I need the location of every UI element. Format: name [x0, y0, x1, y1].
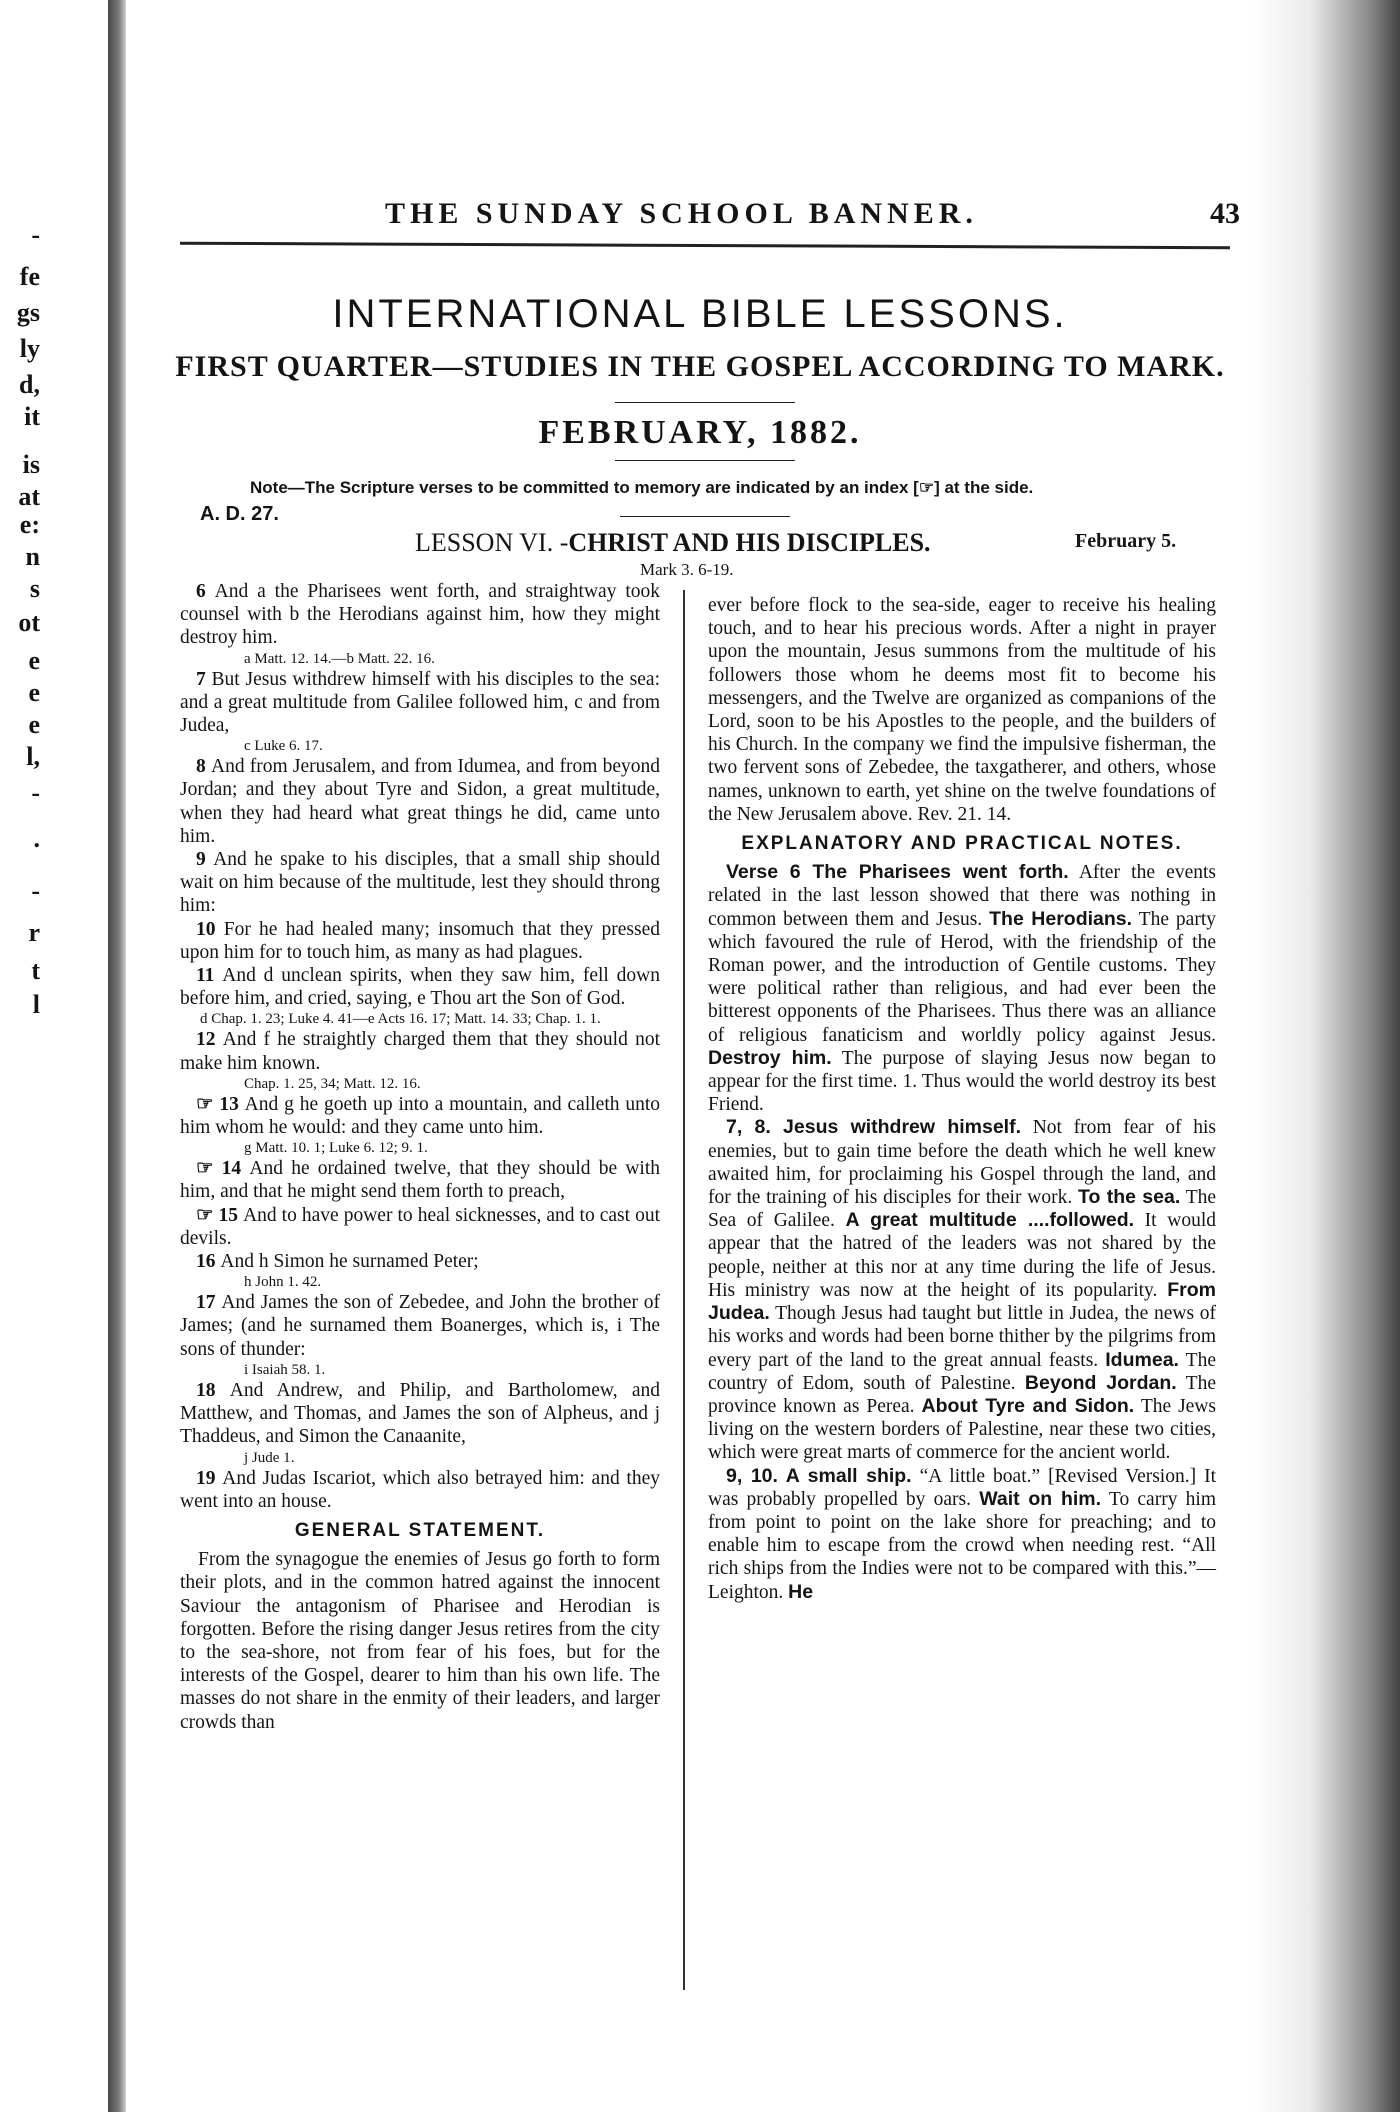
right-column: [708, 594, 1216, 1604]
verse-text: And from Jerusalem, and from Idumea, and from beyond Jordan; and they about Tyre and Sidon, a great multitude, when they had heard what great things he did, came unto him.: [180, 756, 660, 847]
scripture-verses: [180, 580, 660, 1513]
verse: [180, 1291, 660, 1361]
verse: [180, 1250, 660, 1273]
edge-fragment: .: [33, 824, 40, 853]
verse: [180, 1157, 660, 1203]
verse-number: 16: [196, 1251, 221, 1273]
note-term: The Pharisees went forth.: [812, 861, 1069, 884]
verse-number: 11: [196, 965, 223, 987]
verse: [180, 964, 660, 1010]
left-column: [180, 580, 660, 1734]
edge-fragment: is: [22, 450, 40, 479]
verse-text: And a the Pharisees went forth, and straightway took counsel with b the Herodians against him, how they might destroy him.: [180, 581, 661, 649]
verse-footnote: d Chap. 1. 23; Luke 4. 41—e Acts 16. 17; Matt. 14. 33; Chap. 1. 1.: [200, 1011, 601, 1028]
verse-text: And James the son of Zebedee, and John the brother of James; (and he surnamed them Boanerges, which is, i The sons of thunder:: [180, 1292, 661, 1360]
verse-footnote: i Isaiah 58. 1.: [244, 1361, 326, 1378]
lesson-title: [415, 528, 931, 558]
note-term: Jesus withdrew himself.: [783, 1116, 1022, 1139]
note-term: The Herodians.: [989, 907, 1133, 930]
note-text: The Sea of Galilee.: [708, 1187, 1217, 1232]
edge-fragment: e: [28, 710, 40, 739]
verse-footnote: a Matt. 12. 14.—b Matt. 22. 16.: [244, 650, 435, 667]
lesson-label: LESSON VI. -: [415, 528, 569, 557]
title-rule: [615, 402, 795, 403]
note-text: The country of Edom, south of Palestine.: [708, 1349, 1216, 1394]
explanatory-notes: [708, 861, 1216, 1604]
general-statement-text: From the synagogue the enemies of Jesus go forth to form their plots, and in the common hatred against the innocent Saviour the antagonism of Pharisee and Herodian is forgotten. Before the rising danger Jesus retires from the city to the sea-shore, not from fear of his foes, but for the interests of the Gospel, dearer to him than his own life. The masses do not share in the enmity of their leaders, and larger crowds than: [180, 1549, 660, 1733]
verse-number: 9: [196, 849, 214, 871]
lesson-date: February 5.: [1075, 530, 1177, 552]
note-verse-ref: Verse 6: [726, 861, 813, 884]
edge-fragment: l: [32, 990, 40, 1019]
verse: [180, 668, 660, 738]
verse-number: 12: [196, 1029, 223, 1051]
verse: [180, 1379, 660, 1449]
scripture-reference: Mark 3. 6-19.: [640, 560, 734, 579]
edge-fragment: l,: [26, 742, 40, 771]
month-heading: FEBRUARY, 1882.: [538, 414, 862, 451]
verse-text: And Judas Iscariot, which also betrayed him: and they went into an house.: [180, 1467, 661, 1512]
note-term: A small ship.: [785, 1464, 912, 1487]
note-term: Beyond Jordan.: [1024, 1371, 1177, 1394]
note-paragraph: [708, 861, 1216, 1116]
note-text: It would appear that the hatred of the leaders was not shared by the people, neither at this nor at any time during the life of Jesus. His ministry was now at the height of its popularity.: [708, 1210, 1216, 1301]
verse-number: 6: [196, 581, 215, 602]
verse-number: ☞ 15: [196, 1204, 244, 1226]
edge-fragment: it: [24, 402, 40, 431]
verse-number: ☞ 14: [196, 1158, 250, 1180]
note-term: About Tyre and Sidon.: [921, 1394, 1135, 1417]
month-rule: [615, 460, 795, 461]
edge-fragment: ly: [19, 334, 40, 363]
edge-fragment: ot: [18, 608, 40, 637]
verse-text: And h Simon he surnamed Peter;: [220, 1251, 479, 1273]
memory-note: Note—The Scripture verses to be committed to memory are indicated by an index [☞] at the side.: [250, 478, 1034, 497]
verse-number: 7: [196, 668, 212, 690]
note-text: The party which favoured the rule of Herod, with the friendship of the Roman power, and the introduction of Gentile customs. They were political rather than religious, and had ever been the bitterest opponents of the Pharisees. Thus there was an alliance of religious fanaticism and worldly policy against Jesus.: [708, 908, 1216, 1046]
note-term: Destroy him.: [708, 1046, 832, 1069]
notes-heading: EXPLANATORY AND PRACTICAL NOTES.: [741, 833, 1183, 855]
verse-text: For he had healed many; insomuch that they pressed upon him for to touch him, as many as had plagues.: [180, 918, 660, 963]
note-text: Though Jesus had taught but little in Judea, the news of his works and words had been borne thither by the pilgrims from every part of the land to the great annual feasts.: [708, 1303, 1216, 1371]
verse: [180, 1467, 660, 1513]
verse: [180, 918, 660, 964]
note-text: “A little boat.” [Revised Version.] It was probably propelled by oars.: [708, 1465, 1217, 1510]
edge-fragment: e:: [19, 510, 40, 539]
verse-text: But Jesus withdrew himself with his disciples to the sea: and a great multitude from Galilee followed him, c and from Judea,: [180, 668, 660, 737]
edge-fragment: at: [18, 482, 40, 511]
edge-fragment: -: [31, 778, 40, 807]
verse-number: 19: [196, 1467, 223, 1489]
verse: [180, 1028, 660, 1074]
note-term: Idumea.: [1105, 1348, 1179, 1371]
edge-fragment: d,: [19, 370, 40, 399]
edge-fragment: -: [31, 876, 40, 905]
verse-number: ☞ 13: [196, 1093, 245, 1115]
edge-fragment: s: [29, 574, 40, 603]
year-label: A. D. 27.: [200, 503, 279, 525]
note-verse-ref: 7, 8.: [726, 1116, 784, 1139]
verse: [180, 580, 660, 650]
verse-footnote: h John 1. 42.: [244, 1274, 322, 1291]
note-text: After the events related in the last lesson showed that there was nothing in common between them and Jesus.: [708, 862, 1216, 930]
verse: [180, 755, 660, 848]
note-term: To the sea.: [1078, 1186, 1181, 1209]
note-text: The Jews living on the western borders of Palestine, near these two cities, which were great marts of commerce for the ancient world.: [708, 1395, 1216, 1464]
verse-text: And g he goeth up into a mountain, and calleth unto him whom he would: and they came unto him.: [180, 1093, 660, 1139]
note-text: The province known as Perea.: [708, 1372, 1216, 1417]
edge-fragment: -: [31, 220, 40, 249]
note-term: Wait on him.: [979, 1487, 1102, 1510]
note-paragraph: [708, 1465, 1216, 1604]
verse-number: 17: [196, 1292, 222, 1314]
note-text: The purpose of slaying Jesus now began to appear for the first time. 1. Thus would the world destroy its best Friend.: [708, 1047, 1216, 1116]
note-paragraph: [708, 1116, 1216, 1464]
verse-footnote: g Matt. 10. 1; Luke 6. 12; 9. 1.: [244, 1140, 428, 1157]
lesson-name: CHRIST AND HIS DISCIPLES.: [568, 528, 931, 557]
note-term: A great multitude ....followed.: [845, 1209, 1135, 1232]
main-title: INTERNATIONAL BIBLE LESSONS.: [332, 292, 1068, 336]
general-statement-heading: GENERAL STATEMENT.: [294, 1519, 546, 1541]
verse: [180, 848, 660, 918]
verse-text: And he ordained twelve, that they should be with him, and that he might send them forth to preach,: [180, 1158, 660, 1203]
verse-number: 10: [196, 918, 224, 940]
edge-fragment: fe: [19, 262, 40, 291]
page-number: 43: [1210, 197, 1240, 230]
note-rule: [620, 516, 790, 517]
edge-fragment: gs: [16, 298, 40, 327]
note-term: He: [788, 1580, 814, 1603]
note-term: From Judea.: [708, 1278, 1216, 1325]
quarter-subtitle: FIRST QUARTER—STUDIES IN THE GOSPEL ACCORDING TO MARK.: [175, 350, 1225, 383]
edge-fragment: r: [28, 918, 40, 947]
edge-fragment: n: [25, 542, 40, 571]
verse-footnote: Chap. 1. 25, 34; Matt. 12. 16.: [244, 1075, 421, 1092]
verse: [180, 1204, 660, 1250]
edge-fragment: e: [28, 678, 40, 707]
verse-text: And to have power to heal sicknesses, and to cast out devils.: [180, 1204, 661, 1249]
verse-text: And f he straightly charged them that they should not make him known.: [180, 1029, 660, 1074]
verse-text: And he spake to his disciples, that a small ship should wait on him because of the multitude, lest they should throng him:: [180, 849, 660, 917]
verse-number: 8: [196, 756, 211, 778]
verse: [180, 1093, 660, 1139]
edge-fragment: e: [28, 646, 40, 675]
running-title: THE SUNDAY SCHOOL BANNER.: [385, 197, 978, 230]
verse-footnote: c Luke 6. 17.: [244, 738, 323, 755]
verse-text: And d unclean spirits, when they saw him, fell down before him, and cried, saying, e Thou art the Son of God.: [180, 965, 660, 1010]
verse-text: And Andrew, and Philip, and Bartholomew, and Matthew, and Thomas, and James the son of Alpheus, and j Thaddeus, and Simon the Canaanite,: [180, 1379, 661, 1448]
verse-footnote: j Jude 1.: [244, 1449, 295, 1466]
note-text: To carry him from point to point on the lake shore for preaching; and to enable him to escape from the crowd when needing rest. “All rich ships from the Indies were not to be compared with this.”—Leighton.: [708, 1488, 1216, 1603]
edge-fragment: t: [31, 956, 40, 985]
note-text: Not from fear of his enemies, but to gain time before the death which he well knew awaited him, for proclaiming his Gospel through the land, and for the training of his disciples for their work.: [708, 1117, 1216, 1209]
note-verse-ref: 9, 10.: [726, 1464, 786, 1487]
general-statement-continued: ever before flock to the sea-side, eager to receive his healing touch, and to hear his precious words. After a night in prayer upon the mountain, Jesus summons from the multitude of his followers those whom he deems most fit to become his messengers, and the Twelve are organized as companions of the Lord, soon to be his Apostles to the people, and the builders of his Church. In the company we find the impulsive fisherman, the two fervent sons of Zebedee, the taxgatherer, and others, whose names, unknown to earth, yet shine on the twelve foundations of the New Jerusalem above. Rev. 21. 14.: [708, 595, 1216, 825]
verse-number: 18: [196, 1379, 230, 1401]
column-divider: [683, 590, 685, 1990]
